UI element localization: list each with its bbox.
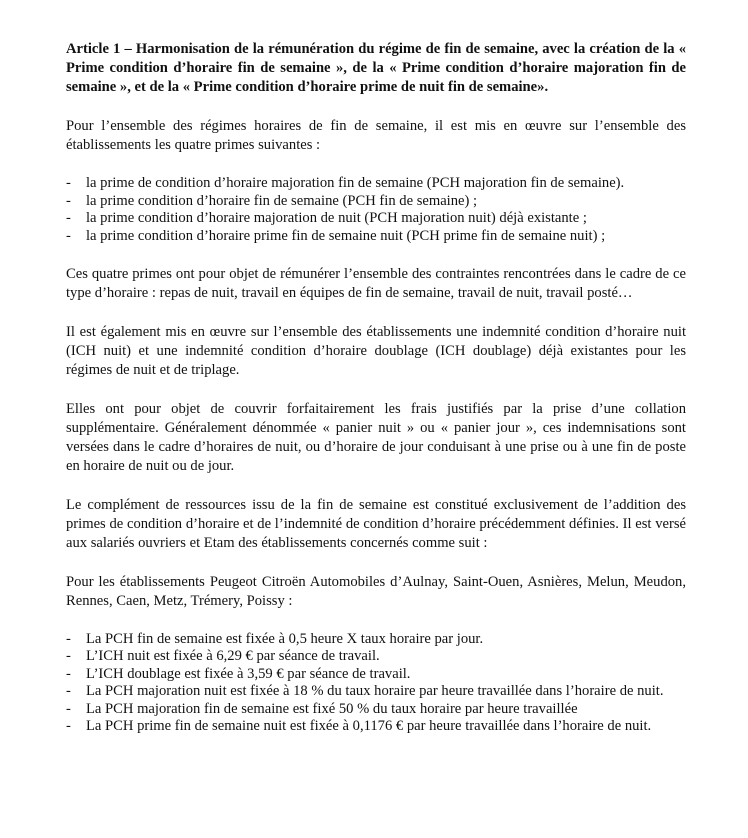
dash-bullet: -	[66, 192, 71, 209]
list-item-text: La PCH majoration nuit est fixée à 18 % du taux horaire par heure travaillée dans l’horaire de nuit.	[86, 683, 664, 700]
list-item-text: la prime condition d’horaire fin de semaine (PCH fin de semaine) ;	[86, 192, 478, 209]
list-item-text: La PCH prime fin de semaine nuit est fixée à 0,1176 € par heure travaillée dans l’horaire de nuit.	[86, 718, 652, 735]
list-item	[66, 718, 686, 735]
dash-bullet: -	[66, 648, 71, 665]
paragraph-complement: Le complément de ressources issu de la fin de semaine est constitué exclusivement de l’addition des primes de condition d’horaire et de l’indemnité de condition d’horaire précédemment définies. Il est versé aux salariés ouvriers et Etam des établissements concernés comme suit :	[66, 497, 686, 551]
list-item	[66, 648, 686, 665]
paragraph-indemnites: Il est également mis en œuvre sur l’ensemble des établissements une indemnité condition d’horaire nuit (ICH nuit) et une indemnité condition d’horaire doublage (ICH doublage) déjà existantes pour les régimes de nuit et de triplage.	[66, 324, 686, 378]
list-item-text: La PCH fin de semaine est fixée à 0,5 heure X taux horaire par jour.	[86, 631, 484, 647]
list-item	[66, 701, 686, 718]
dash-bullet: -	[66, 700, 71, 717]
list-item	[66, 193, 686, 211]
montants-list	[66, 631, 686, 735]
paragraph-contraintes: Ces quatre primes ont pour objet de rémunérer l’ensemble des contraintes rencontrées dans le cadre de ce type d’horaire : repas de nuit, travail en équipes de fin de semaine, travail de nuit, travail posté…	[66, 266, 686, 301]
dash-bullet: -	[66, 210, 71, 226]
dash-bullet: -	[66, 683, 71, 700]
list-item-text: L’ICH nuit est fixée à 6,29 € par séance de travail.	[86, 648, 380, 665]
list-item	[66, 631, 686, 648]
list-item	[66, 175, 686, 193]
list-item-text: la prime condition d’horaire prime fin de semaine nuit (PCH prime fin de semaine nuit) ;	[86, 227, 606, 244]
list-item	[66, 228, 686, 246]
dash-bullet: -	[66, 718, 71, 735]
dash-bullet: -	[66, 175, 71, 191]
dash-bullet: -	[66, 227, 71, 244]
article-title: Article 1 – Harmonisation de la rémunération du régime de fin de semaine, avec la création de la « Prime condition d’horaire fin de semaine », de la « Prime condition d’horaire majoration fin de semaine », et de la « Prime condition d’horaire prime de nuit fin de semaine».	[66, 41, 686, 95]
document-page	[66, 40, 686, 735]
paragraph-intro: Pour l’ensemble des régimes horaires de fin de semaine, il est mis en œuvre sur l’ensemble des établissements les quatre primes suivantes :	[66, 118, 686, 153]
list-item-text: la prime de condition d’horaire majoration fin de semaine (PCH majoration fin de semaine).	[86, 175, 625, 191]
paragraph-etablissements: Pour les établissements Peugeot Citroën Automobiles d’Aulnay, Saint-Ouen, Asnières, Melun, Meudon, Rennes, Caen, Metz, Trémery, Poissy :	[66, 574, 686, 609]
list-item-text: L’ICH doublage est fixée à 3,59 € par séance de travail.	[86, 665, 411, 682]
list-item	[66, 666, 686, 683]
list-item-text: La PCH majoration fin de semaine est fixé 50 % du taux horaire par heure travaillée	[86, 700, 578, 717]
dash-bullet: -	[66, 665, 71, 682]
list-item	[66, 210, 686, 228]
paragraph-collation: Elles ont pour objet de couvrir forfaitairement les frais justifiés par la prise d’une collation supplémentaire. Généralement dénommée « panier nuit » ou « panier jour », ces indemnisations sont versées dans le cadre d’horaires de nuit, ou d’horaire de jour conduisant à une prise ou à une fin de poste en horaire de nuit ou de jour.	[66, 401, 686, 474]
list-item	[66, 683, 686, 700]
list-item-text: la prime condition d’horaire majoration de nuit (PCH majoration nuit) déjà existante ;	[86, 210, 587, 226]
dash-bullet: -	[66, 631, 71, 647]
primes-list	[66, 175, 686, 245]
